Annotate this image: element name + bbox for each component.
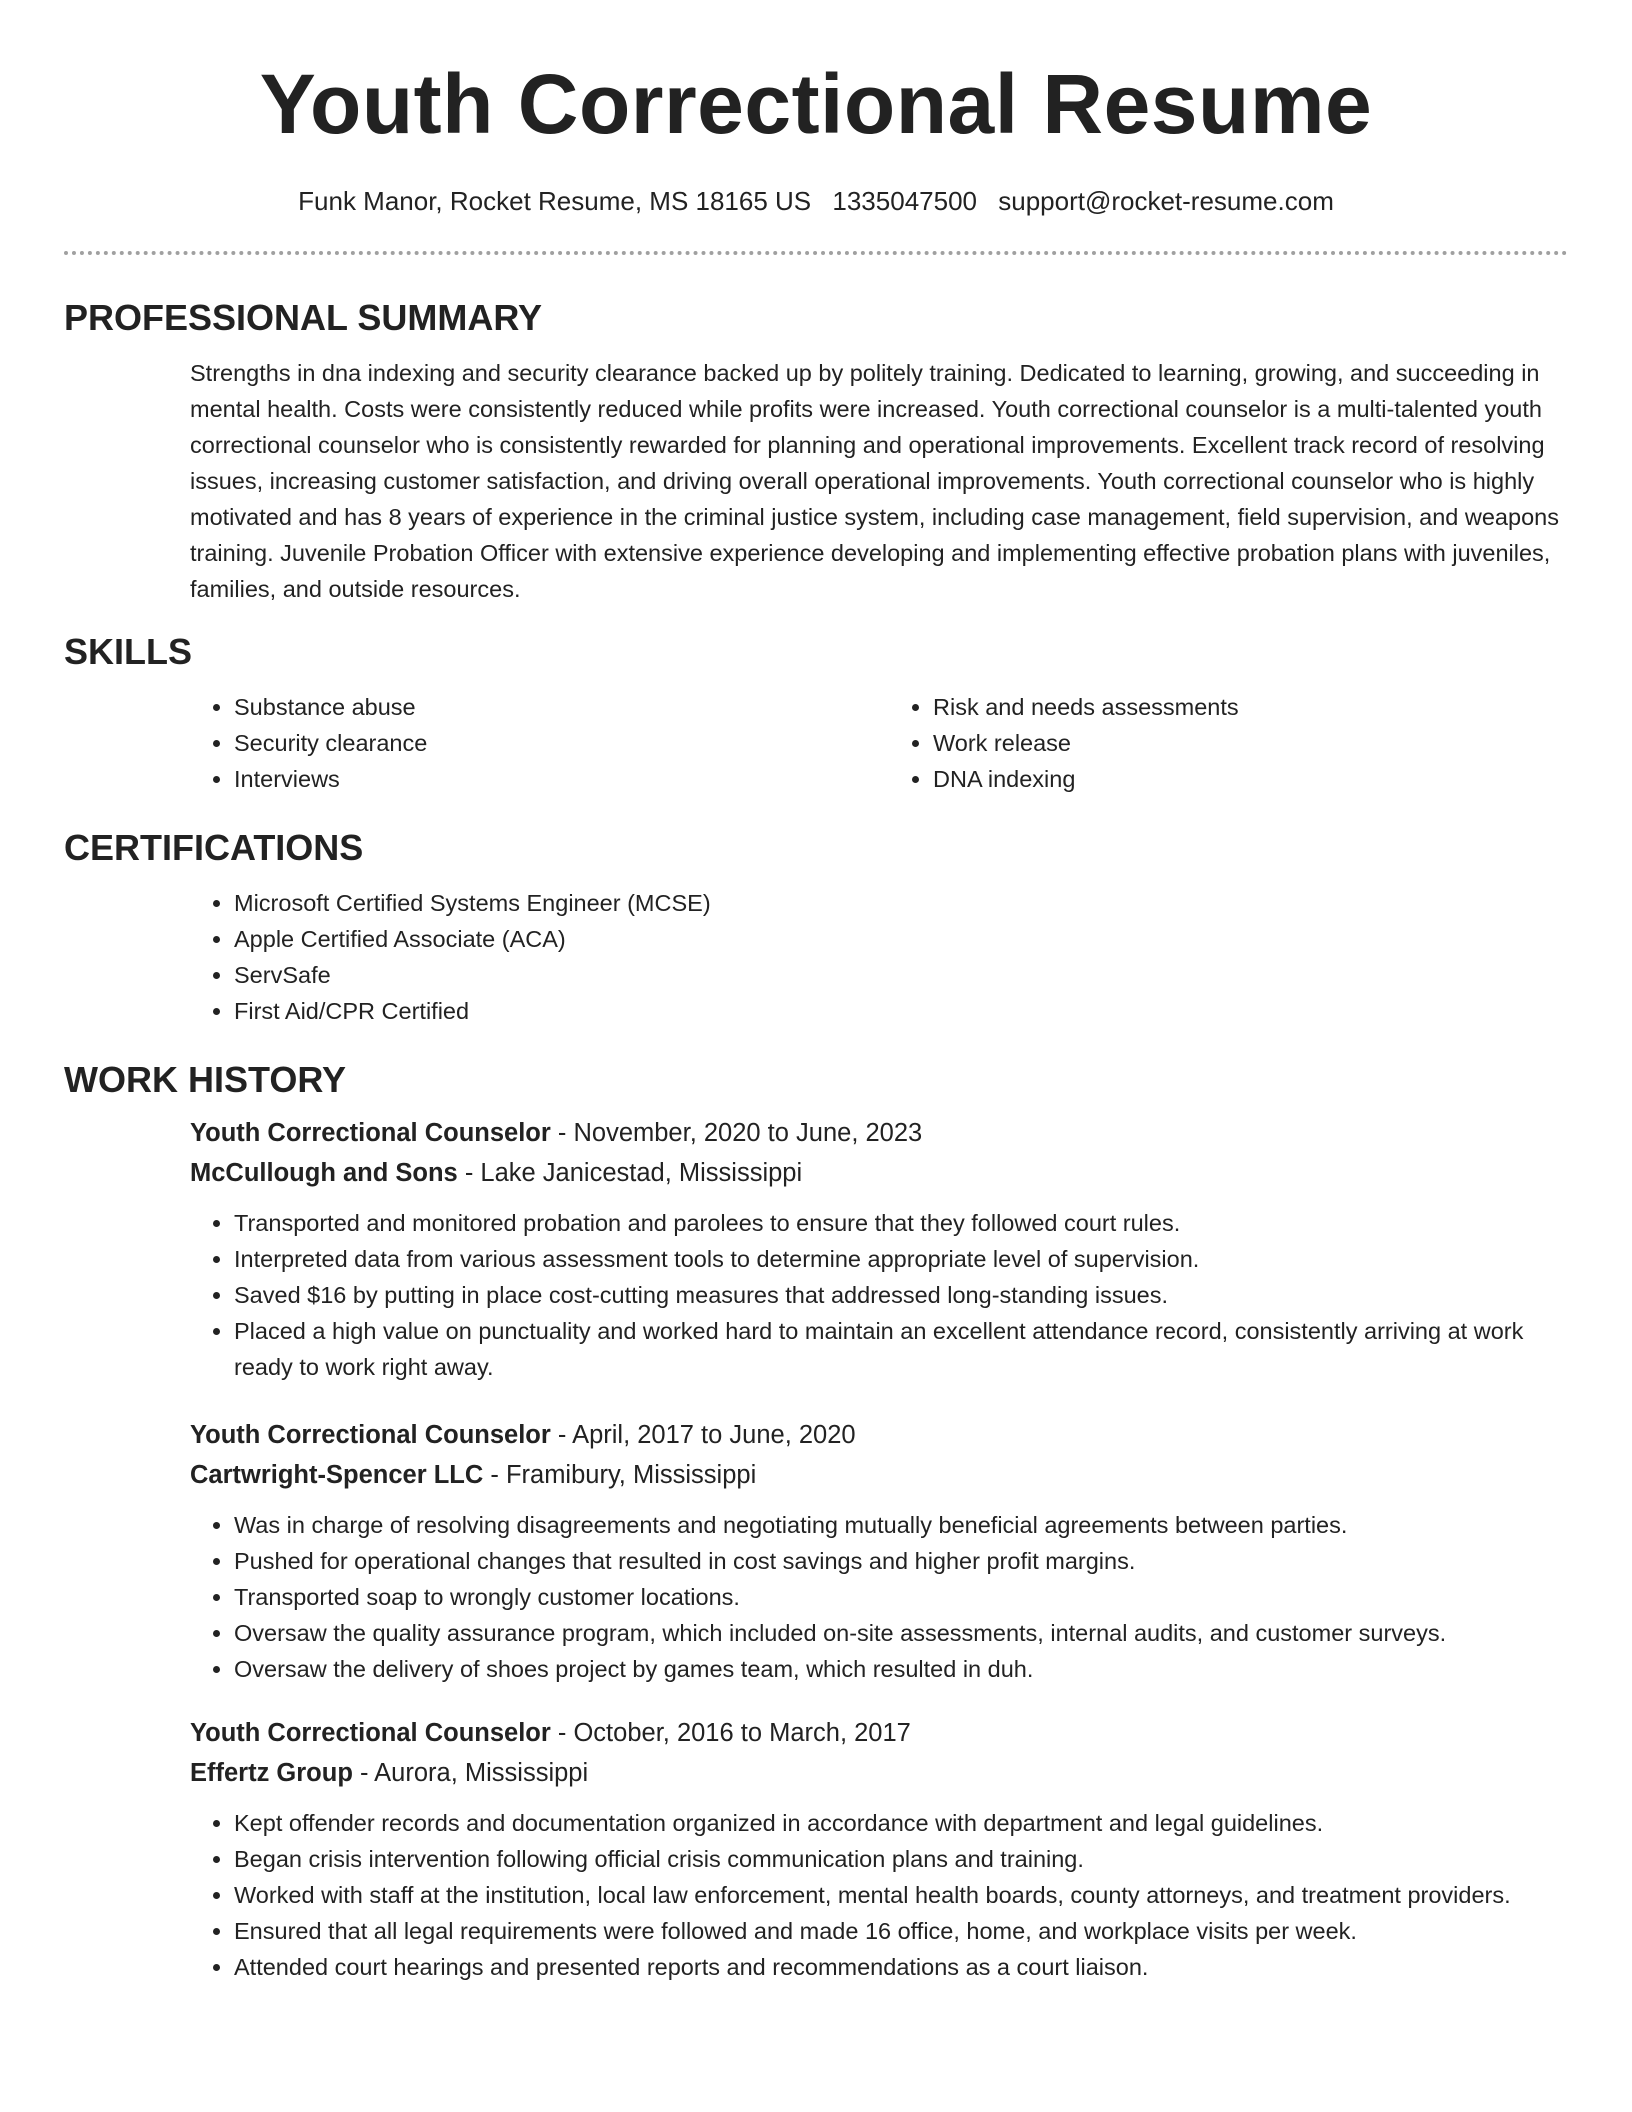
job-company-line [190,1153,1568,1193]
job-title-line [190,1713,1568,1753]
certifications-list [190,885,1568,1029]
skill-item: • Work release [933,725,1568,761]
job-title: Youth Correctional Counselor [190,1119,551,1147]
summary-section [64,355,1568,607]
summary-heading: PROFESSIONAL SUMMARY [64,297,543,338]
job-dates: - April, 2017 to June, 2020 [550,1421,856,1449]
job-title-line [190,1415,1568,1455]
job-duty: • Oversaw the quality assurance program, which included on-site assessments, internal audits, and customer surveys. [234,1615,1568,1651]
contact-phone: 1335047500 [832,186,977,216]
job-dates: - November, 2020 to June, 2023 [550,1119,923,1147]
job-location: - Lake Janicestad, Mississippi [457,1159,803,1187]
skill-item: • DNA indexing [933,761,1568,797]
job-location: - Framibury, Mississippi [483,1461,757,1489]
job-title: Youth Correctional Counselor [190,1719,551,1747]
skills-grid [190,689,1568,797]
job-duty: • Transported and monitored probation and parolees to ensure that they followed court rules. [234,1205,1568,1241]
job-duty: • Attended court hearings and presented reports and recommendations as a court liaison. [234,1949,1568,1985]
certifications-section [64,885,1568,1029]
job-duty: • Kept offender records and documentation organized in accordance with department and legal guidelines. [234,1805,1568,1841]
certifications-heading: CERTIFICATIONS [64,827,364,868]
header-divider [64,251,1568,255]
job-duties-list [190,1507,1568,1687]
contact-line [64,184,1568,218]
certification-item: • ServSafe [234,957,1568,993]
contact-email: support@rocket-resume.com [998,186,1334,216]
resume-title: Youth Correctional Resume [259,57,1373,151]
job-company: Cartwright-Spencer LLC [190,1461,484,1489]
summary-text: Strengths in dna indexing and security clearance backed up by politely training. Dedicated to learning, growing, and succeeding in mental health. Costs were consistently reduced while profits were increased. Youth correctional counselor is a multi-talented youth correctional counselor who is consistently rewarded for planning and operational improvements. Excellent track record of resolving issues, increasing customer satisfaction, and driving overall operational improvements. Youth correctional counselor who is highly motivated and has 8 years of experience in the criminal justice system, including case management, field supervision, and weapons training. Juvenile Probation Officer with extensive experience developing and implementing effective probation plans with juveniles, families, and outside resources. [190,360,1559,602]
job-duty: • Was in charge of resolving disagreements and negotiating mutually beneficial agreements between parties. [234,1507,1568,1543]
skills-section [64,689,1568,797]
job-duty: • Interpreted data from various assessment tools to determine appropriate level of supervision. [234,1241,1568,1277]
job-company: McCullough and Sons [190,1159,458,1187]
job-title: Youth Correctional Counselor [190,1421,551,1449]
job-company-line [190,1455,1568,1495]
job-entry [190,1415,1568,1687]
job-duty: • Ensured that all legal requirements were followed and made 16 office, home, and workplace visits per week. [234,1913,1568,1949]
skill-item: • Risk and needs assessments [933,689,1568,725]
job-duty: • Oversaw the delivery of shoes project by games team, which resulted in duh. [234,1651,1568,1687]
job-duties-list [190,1805,1568,1985]
certification-item: • First Aid/CPR Certified [234,993,1568,1029]
skill-item: • Interviews [234,761,879,797]
skills-list-right [879,689,1568,797]
certification-item: • Apple Certified Associate (ACA) [234,921,1568,957]
job-duty: • Saved $16 by putting in place cost-cutting measures that addressed long-standing issues. [234,1277,1568,1313]
job-title-line [190,1113,1568,1153]
contact-address: Funk Manor, Rocket Resume, MS 18165 US [298,186,812,216]
skill-item: • Security clearance [234,725,879,761]
job-dates: - October, 2016 to March, 2017 [550,1719,911,1747]
job-company-line [190,1753,1568,1793]
job-entry [190,1113,1568,1385]
job-duty: • Began crisis intervention following official crisis communication plans and training. [234,1841,1568,1877]
job-duty: • Pushed for operational changes that resulted in cost savings and higher profit margins. [234,1543,1568,1579]
work-history-section [64,1113,1568,1985]
work-history-heading: WORK HISTORY [64,1059,347,1100]
skills-heading: SKILLS [64,631,193,672]
job-duty: • Worked with staff at the institution, local law enforcement, mental health boards, county attorneys, and treatment providers. [234,1877,1568,1913]
skills-list-left [190,689,879,797]
job-duty: • Placed a high value on punctuality and worked hard to maintain an excellent attendance record, consistently arriving at work ready to work right away. [234,1313,1568,1385]
job-duties-list [190,1205,1568,1385]
job-duty: • Transported soap to wrongly customer locations. [234,1579,1568,1615]
certification-item: • Microsoft Certified Systems Engineer (MCSE) [234,885,1568,921]
skill-item: • Substance abuse [234,689,879,725]
job-company: Effertz Group [190,1759,353,1787]
job-location: - Aurora, Mississippi [352,1759,589,1787]
job-entry [190,1713,1568,1985]
